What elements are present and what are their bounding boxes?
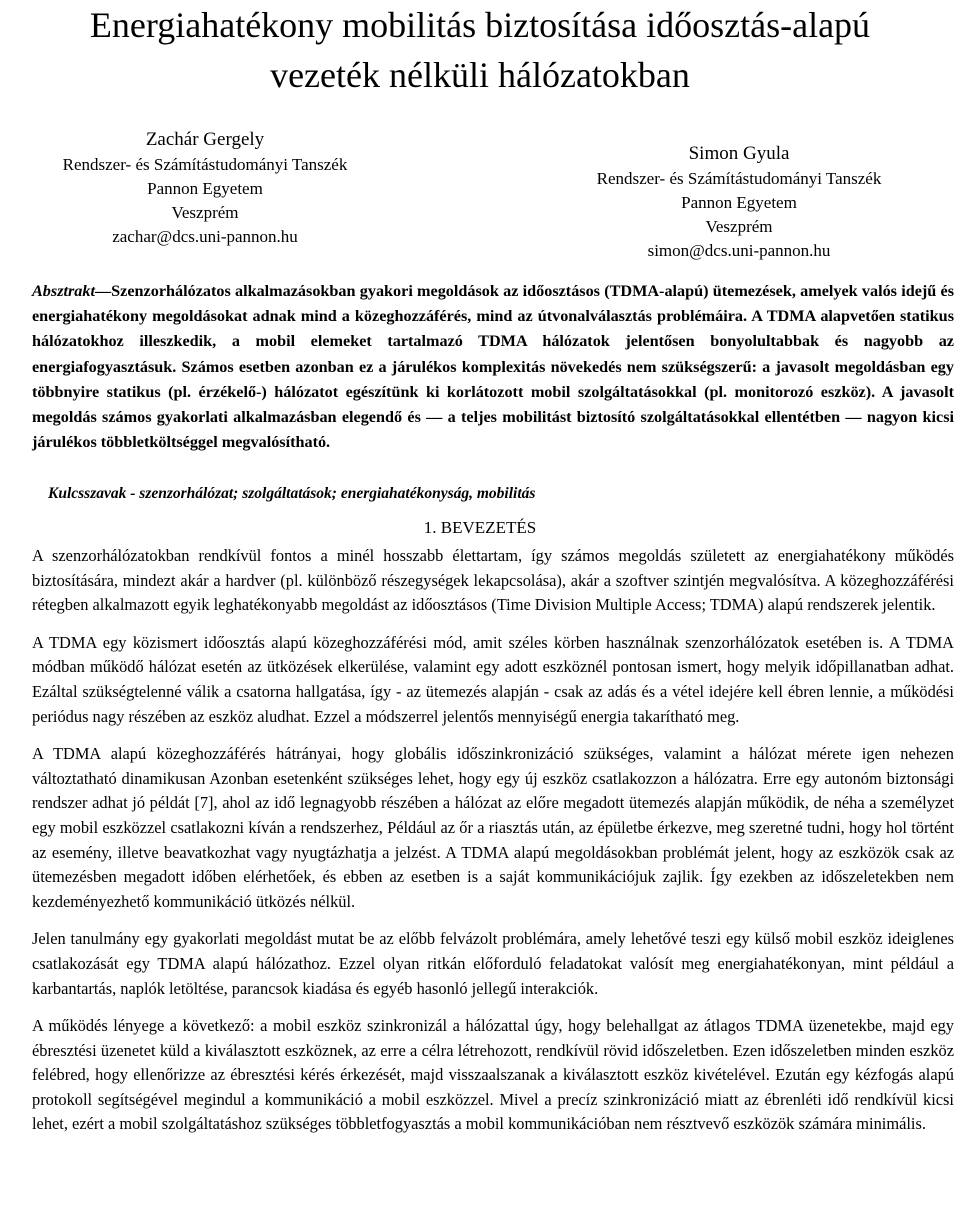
keywords	[32, 484, 954, 504]
keywords-text: - szenzorhálózat; szolgáltatások; energiahatékonyság, mobilitás	[126, 485, 536, 502]
author-email: zachar@dcs.uni-pannon.hu	[112, 227, 298, 246]
keywords-label: Kulcsszavak	[48, 485, 127, 502]
paper-title	[0, 0, 960, 100]
section-title-initial: B	[440, 518, 453, 537]
section-number: 1.	[423, 518, 437, 537]
paragraph: A TDMA egy közismert időosztás alapú közeghozzáférési mód, amit széles körben használnak szenzorhálózatok esetében is. A TDMA módban működő hálózat esetén az ütközések elkerülése, valamint egy adott eszköznél pontosan ismert, hogy melyik időpillanatban adhat. Ezáltal szükségtelenné válik a csatorna hallgatása, így - az ütemezés alapján - csak az adás és a vétel idejére kell ébren lennie, a működési periódus nagy részében az eszköz aludhat. Ezzel a módszerrel jelentős mennyiségű energia takarítható meg.	[32, 632, 954, 726]
author-name: Zachár Gergely	[145, 129, 265, 150]
author-block-1	[40, 127, 370, 249]
author-university: Pannon Egyetem	[147, 179, 263, 198]
title-line-1: Energiahatékony mobilitás biztosítása időosztás-alapú	[89, 5, 871, 45]
author-department: Rendszer- és Számítástudományi Tanszék	[62, 155, 348, 174]
section-title-rest: EVEZETÉS	[452, 518, 537, 537]
abstract-text: Szenzorhálózatos alkalmazásokban gyakori megoldások az időosztásos (TDMA-alapú) ütemezések, amelyek valós idejű és energiahatékony megoldásokat adnak mind a közeghozzáférés, mind az útvonalválasztás problémáira. A TDMA alapvetően statikus hálózatokhoz illeszkedik, a mobil elemeket tartalmazó TDMA hálózatok jelentősen bonyolultabbak és nagyobb az energiafogyasztásuk. Számos esetben azonban ez a járulékos komplexitás növekedés nem szükségszerű: a javasolt megoldásban egy többnyire statikus (pl. érzékelő-) hálózatot egészítünk ki korlátozott mobil szolgáltatásokkal (pl. monitorozó eszköz). A javasolt megoldás számos gyakorlati alkalmazásban elegendő és — a teljes mobilitást biztosító szolgáltatásokkal ellentétben — nagyon kicsi járulékos többletköltséggel megvalósítható.	[32, 282, 954, 452]
paragraph: A működés lényege a következő: a mobil eszköz szinkronizál a hálózattal úgy, hogy belehallgat az átlagos TDMA üzenetekbe, majd egy ébresztési üzenetet küld a kiválasztott eszköznek, az erre a célra létrehozott, rendkívül rövid időszeletben. Ezen időszeletben minden eszköz felébred, hogy ellenőrizze az ébresztési kérés érkezését, majd visszaalszanak a kiválasztott eszköz kivételével. Ezután egy kézfogás alapú protokoll segítségével megindul a kommunikáció a mobil eszközzel. Mivel a precíz szinkronizáció miatt az ébrenléti idő rendkívül kicsi lehet, ezért a mobil szolgáltatáshoz szükséges többletfogyasztás a mobil kommunikációban nem résztvevő eszközök számára minimális.	[32, 1016, 954, 1134]
author-email: simon@dcs.uni-pannon.hu	[647, 241, 831, 260]
abstract-dash: —	[94, 282, 112, 300]
body-text	[32, 544, 954, 1150]
section-heading	[0, 517, 960, 539]
author-city: Veszprém	[705, 217, 773, 236]
author-department: Rendszer- és Számítástudományi Tanszék	[596, 169, 882, 188]
author-university: Pannon Egyetem	[681, 193, 797, 212]
author-block-2	[574, 141, 904, 263]
title-line-2: vezeték nélküli hálózatokban	[270, 55, 690, 95]
author-name: Simon Gyula	[688, 143, 790, 164]
paragraph: A szenzorhálózatokban rendkívül fontos a minél hosszabb élettartam, így számos megoldás született az energiahatékony működés biztosítására, mindezt akár a hardver (pl. különböző részegységek lekapcsolása), akár a szoftver szintjén megvalósítva. A közeghozzáférési rétegben alkalmazott egyik leghatékonyabb megoldást az időosztásos (Time Division Multiple Access; TDMA) alapú rendszerek jelentik.	[32, 546, 954, 615]
author-city: Veszprém	[171, 203, 239, 222]
paragraph: Jelen tanulmány egy gyakorlati megoldást mutat be az előbb felvázolt problémára, amely lehetővé teszi egy külső mobil eszköz ideiglenes csatlakozását egy TDMA alapú hálózathoz. Ezzel olyan ritkán előforduló feladatokat valósít meg energiahatékonyan, mint például a karbantartás, naplók letöltése, parancsok kiadása és egyéb hasonló jellegű interakciók.	[32, 929, 954, 998]
abstract-label: Absztrakt	[32, 282, 95, 300]
abstract	[32, 279, 954, 455]
paragraph: A TDMA alapú közeghozzáférés hátrányai, hogy globális időszinkronizáció szükséges, valamint a hálózat mérete igen nehezen változtatható dinamikusan Azonban esetenként szükséges lehet, hogy egy új eszköz csatlakozzon a hálózatra. Erre egy autonóm biztonsági rendszer adhat jó példát [7], ahol az idő legnagyobb részében a hálózat az előre megadott ütemezés alapján működik, de néha a személyzet egy mobil eszközzel csatlakozni kíván a rendszerhez, Például az őr a riasztás után, az épületbe érkezve, meg szeretné tudni, hogy hol történt az esemény, illetve beavatkozhat vagy nyugtázhatja a jelzést. A TDMA alapú megoldásokban problémát jelent, hogy az eszközök csak az ütemezésben megadott időben elérhetőek, és ebben az esetben is a saját kommunikációjuk zajlik. Így ezekben az időszeletekben nem kezdeményezhető kommunikáció ütközés nélkül.	[32, 744, 954, 911]
